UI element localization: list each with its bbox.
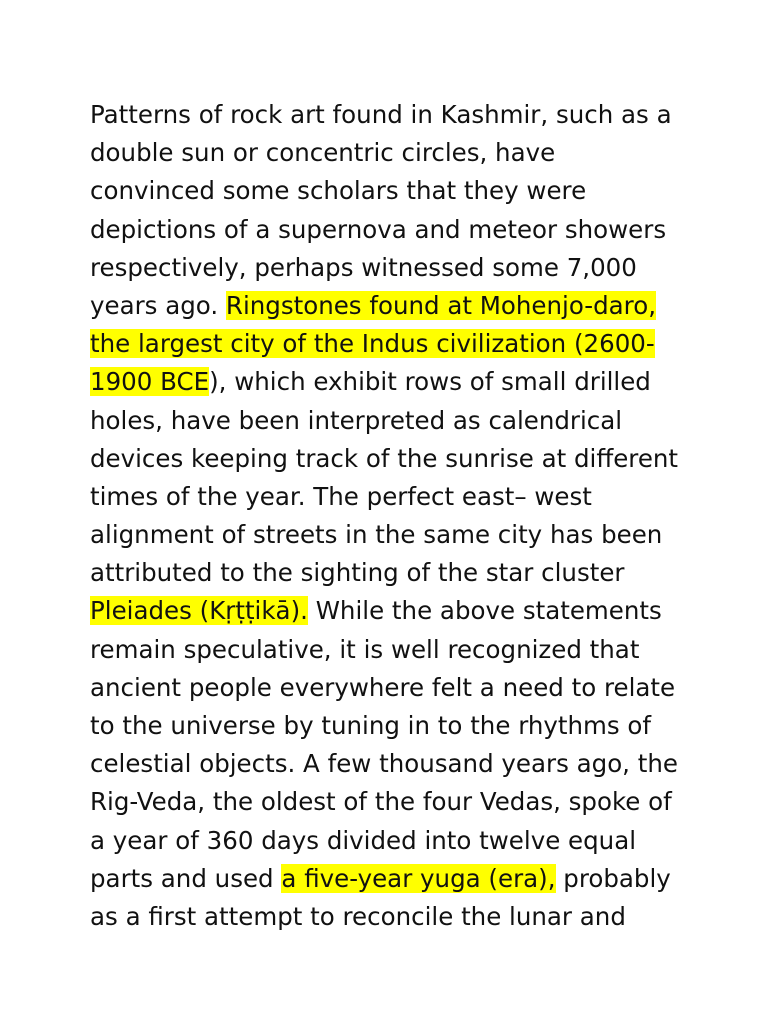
body-paragraph (90, 96, 690, 936)
highlighted-text: Ringstones found at Mohenjo-daro, (225, 290, 656, 320)
text-run: parts and used (90, 863, 282, 893)
text-run: double sun or concentric circles, have (90, 138, 556, 168)
text-run: attributed to the sighting of the star cluster (90, 558, 625, 588)
text-line (90, 592, 690, 630)
highlighted-text: 1900 BCE (90, 367, 210, 397)
text-line (90, 249, 690, 287)
text-run: devices keeping track of the sunrise at different (90, 443, 679, 473)
text-line (90, 134, 690, 172)
text-line (90, 402, 690, 440)
text-line (90, 325, 690, 363)
text-line (90, 478, 690, 516)
text-line (90, 172, 690, 210)
text-run: years ago. (90, 290, 226, 320)
text-line (90, 287, 690, 325)
text-line (90, 211, 690, 249)
text-line (90, 516, 690, 554)
text-run: alignment of streets in the same city has been (90, 520, 663, 550)
text-run: depictions of a supernova and meteor showers (90, 214, 667, 244)
text-line (90, 745, 690, 783)
text-run: convinced some scholars that they were (90, 176, 587, 206)
text-run: Rig-Veda, the oldest of the four Vedas, spoke of (90, 787, 672, 817)
text-line (90, 860, 690, 898)
text-run: to the universe by tuning in to the rhythms of (90, 711, 652, 740)
text-run: times of the year. The perfect east– west (90, 481, 592, 511)
highlighted-text: Pleiades (Kṛṭṭikā). (90, 596, 308, 626)
text-line (90, 707, 690, 745)
text-run: respectively, perhaps witnessed some 7,000 (90, 252, 637, 282)
text-run: ancient people everywhere felt a need to relate (90, 672, 676, 702)
text-line (90, 96, 690, 134)
text-line (90, 783, 690, 821)
text-run: probably (555, 863, 671, 893)
text-run: ), which exhibit rows of small drilled (209, 367, 651, 397)
text-run: While the above statements (307, 596, 662, 626)
text-line (90, 669, 690, 707)
text-line (90, 822, 690, 860)
text-run: a year of 360 days divided into twelve equal (90, 825, 637, 855)
text-run: remain speculative, it is well recognized that (90, 634, 640, 664)
text-run: as a first attempt to reconcile the lunar and (90, 901, 626, 931)
text-line (90, 631, 690, 669)
text-run: holes, have been interpreted as calendrical (90, 405, 623, 435)
highlighted-text: the largest city of the Indus civilization (2600- (90, 329, 655, 359)
text-line (90, 554, 690, 592)
text-line (90, 898, 690, 936)
text-run: celestial objects. A few thousand years ago, the (90, 749, 678, 779)
highlighted-text: a five-year yuga (era), (281, 863, 556, 893)
text-run: Patterns of rock art found in Kashmir, such as a (90, 100, 672, 129)
text-line (90, 440, 690, 478)
text-line (90, 363, 690, 401)
